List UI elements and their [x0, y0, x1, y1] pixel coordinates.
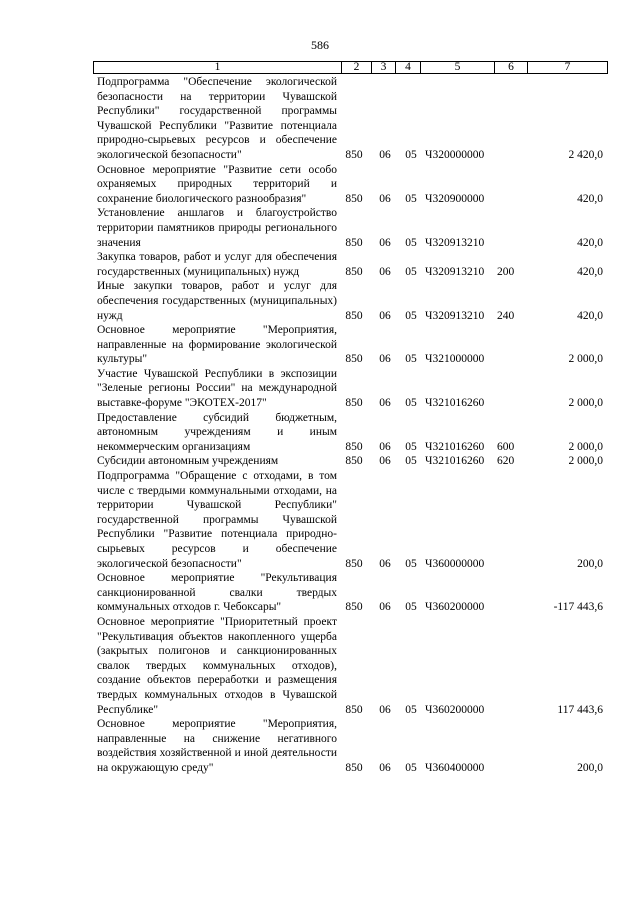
row-target-cell: Ч321000000	[425, 353, 485, 366]
row-amount-cell: 200,0	[577, 557, 603, 570]
row-amount-cell: 2 000,0	[568, 455, 603, 468]
row-amount-cell: 2 000,0	[568, 440, 603, 453]
row-code-cell: 850	[345, 236, 363, 249]
table-header	[93, 61, 608, 74]
row-target-cell: Ч360000000	[425, 557, 485, 570]
table-row	[97, 469, 607, 571]
table-row	[97, 717, 607, 775]
table-row	[97, 163, 607, 207]
row-target-cell: Ч360400000	[425, 761, 485, 774]
row-subsection-cell: 05	[405, 397, 417, 410]
row-subsection-cell: 05	[405, 309, 417, 322]
row-name-cell: Основное мероприятие "Приоритетный проект "Рекультивация объектов накопленного ущерба (закрытых полигонов и санкционированных свалок твердых коммунальных отходов), создание объектов переработки и размещения твердых коммунальных отходов в Чувашской Республике"	[97, 615, 337, 716]
row-subsection-cell: 05	[405, 703, 417, 716]
header-col-5: 5	[420, 62, 494, 73]
header-col-4: 4	[395, 62, 420, 73]
row-name-cell: Закупка товаров, работ и услуг для обеспечения государственных (муниципальных) нужд	[97, 251, 337, 278]
row-target-cell: Ч320000000	[425, 148, 485, 161]
row-target-cell: Ч321016260	[425, 455, 485, 468]
row-section-cell: 06	[379, 557, 391, 570]
header-col-2: 2	[341, 62, 371, 73]
row-expense-type-cell: 600	[497, 440, 515, 453]
row-amount-cell: 200,0	[577, 761, 603, 774]
row-subsection-cell: 05	[405, 148, 417, 161]
row-target-cell: Ч320913210	[425, 236, 485, 249]
table-row	[97, 367, 607, 411]
row-amount-cell: 2 420,0	[568, 148, 603, 161]
row-subsection-cell: 05	[405, 557, 417, 570]
row-name-cell: Участие Чувашской Республики в экспозиции "Зеленые регионы России" на международной выставке-форуме "ЭКОТЕХ-2017"	[97, 367, 337, 410]
row-section-cell: 06	[379, 440, 391, 453]
row-subsection-cell: 05	[405, 455, 417, 468]
row-amount-cell: 420,0	[577, 265, 603, 278]
header-col-6: 6	[494, 62, 527, 73]
row-target-cell: Ч321016260	[425, 397, 485, 410]
row-subsection-cell: 05	[405, 761, 417, 774]
row-code-cell: 850	[345, 309, 363, 322]
row-subsection-cell: 05	[405, 601, 417, 614]
table-row	[97, 615, 607, 717]
table-row	[97, 411, 607, 455]
row-code-cell: 850	[345, 601, 363, 614]
row-code-cell: 850	[345, 455, 363, 468]
row-section-cell: 06	[379, 236, 391, 249]
row-section-cell: 06	[379, 703, 391, 716]
row-name-cell: Субсидии автономным учреждениям	[97, 455, 279, 468]
row-section-cell: 06	[379, 148, 391, 161]
budget-table-body	[97, 75, 607, 776]
header-col-1: 1	[214, 61, 221, 73]
row-section-cell: 06	[379, 192, 391, 205]
row-code-cell: 850	[345, 265, 363, 278]
row-target-cell: Ч320913210	[425, 309, 485, 322]
row-amount-cell: 420,0	[577, 236, 603, 249]
row-section-cell: 06	[379, 397, 391, 410]
row-target-cell: Ч360200000	[425, 601, 485, 614]
row-section-cell: 06	[379, 455, 391, 468]
row-code-cell: 850	[345, 192, 363, 205]
row-amount-cell: 2 000,0	[568, 353, 603, 366]
page-number: 586	[311, 38, 329, 52]
row-section-cell: 06	[379, 601, 391, 614]
row-subsection-cell: 05	[405, 192, 417, 205]
row-code-cell: 850	[345, 353, 363, 366]
row-subsection-cell: 05	[405, 265, 417, 278]
row-name-cell: Предоставление субсидий бюджетным, автономным учреждениям и иным некоммерческим организациям	[97, 411, 337, 453]
row-target-cell: Ч321016260	[425, 440, 485, 453]
header-col-7: 7	[527, 62, 607, 73]
row-amount-cell: 420,0	[577, 192, 603, 205]
table-row	[97, 571, 607, 615]
header-col-3: 3	[371, 62, 395, 73]
table-row	[97, 206, 607, 250]
row-target-cell: Ч320913210	[425, 265, 485, 278]
row-name-cell: Основное мероприятие "Мероприятия, направленные на формирование экологической культуры"	[97, 324, 337, 366]
row-name-cell: Основное мероприятие "Мероприятия, направленные на снижение негативного воздействия хозяйственной и иной деятельности на окружающую среду"	[97, 718, 337, 774]
row-expense-type-cell: 200	[497, 265, 515, 278]
row-subsection-cell: 05	[405, 236, 417, 249]
table-row	[97, 279, 607, 323]
table-row	[97, 250, 607, 279]
row-section-cell: 06	[379, 265, 391, 278]
table-row	[97, 323, 607, 367]
table-row	[97, 454, 607, 469]
row-section-cell: 06	[379, 761, 391, 774]
row-target-cell: Ч320900000	[425, 192, 485, 205]
row-code-cell: 850	[345, 440, 363, 453]
row-expense-type-cell: 240	[497, 309, 515, 322]
row-subsection-cell: 05	[405, 353, 417, 366]
row-amount-cell: 2 000,0	[568, 397, 603, 410]
row-section-cell: 06	[379, 353, 391, 366]
row-subsection-cell: 05	[405, 440, 417, 453]
row-section-cell: 06	[379, 309, 391, 322]
row-code-cell: 850	[345, 761, 363, 774]
row-amount-cell: 117 443,6	[557, 703, 603, 716]
row-code-cell: 850	[345, 557, 363, 570]
table-row	[97, 75, 607, 163]
row-name-cell: Иные закупки товаров, работ и услуг для обеспечения государственных (муниципальных) нужд	[97, 280, 337, 322]
row-name-cell: Подпрограмма "Обеспечение экологической безопасности на территории Чувашской Республики" государственной программы Чувашской Республики "Развитие потенциала природно-сырьевых ресурсов и обеспечение экологической безопасности"	[97, 76, 337, 161]
row-amount-cell: 420,0	[577, 309, 603, 322]
row-name-cell: Установление аншлагов и благоустройство территории памятников природы регионального значения	[97, 207, 337, 249]
row-code-cell: 850	[345, 397, 363, 410]
row-amount-cell: -117 443,6	[553, 601, 603, 614]
row-name-cell: Основное мероприятие "Развитие сети особо охраняемых природных территорий и сохранение биологического разнообразия"	[97, 163, 337, 205]
row-name-cell: Основное мероприятие "Рекультивация санкционированной свалки твердых коммунальных отходов г. Чебоксары"	[97, 572, 337, 614]
row-name-cell: Подпрограмма "Обращение с отходами, в том числе с твердыми коммунальными отходами, на территории Чувашской Республики" государственной программы Чувашской Республики "Развитие потенциала природно-сырьевых ресурсов и обеспечение экологической безопасности"	[97, 470, 337, 570]
row-expense-type-cell: 620	[497, 455, 515, 468]
row-code-cell: 850	[345, 703, 363, 716]
row-target-cell: Ч360200000	[425, 703, 485, 716]
row-code-cell: 850	[345, 148, 363, 161]
